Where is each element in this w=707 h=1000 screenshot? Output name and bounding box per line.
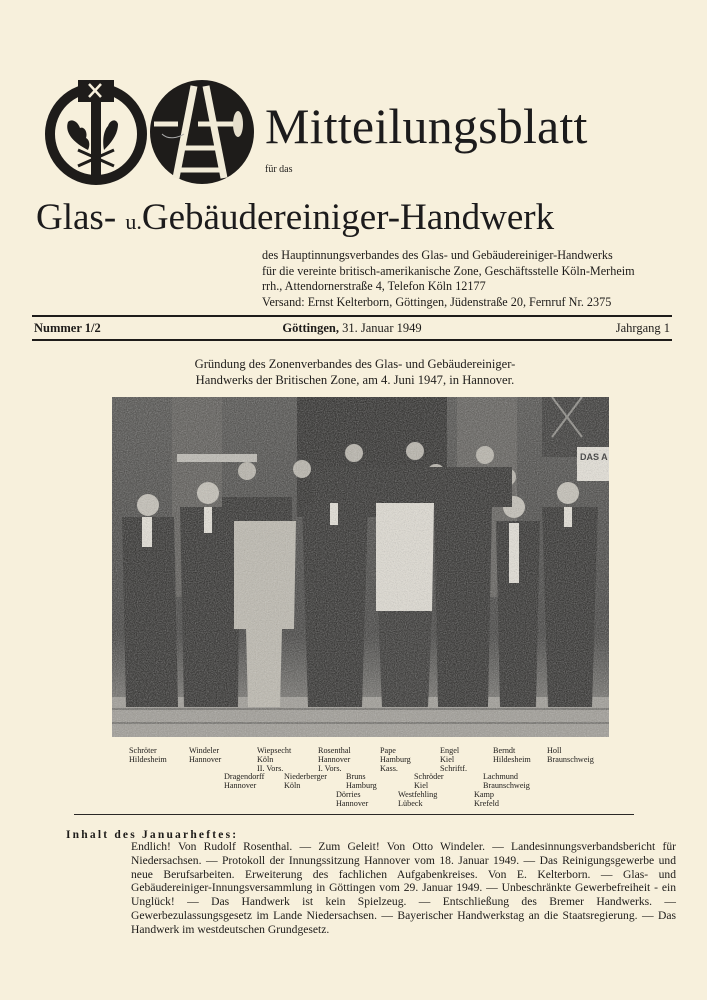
publication-date: 31. Januar 1949 <box>342 321 422 335</box>
publisher-line: des Hauptinnungsverbandes des Glas- und Gebäudereiniger-Handwerks <box>262 248 613 262</box>
photo-caption: Pape Hamburg Kass. <box>380 746 411 774</box>
photo-heading-line: Handwerks der Britischen Zone, am 4. Juni 1947, in Hannover. <box>195 373 515 387</box>
header-rule-bottom <box>32 339 672 341</box>
photo-caption: Rosenthal Hannover I. Vors. <box>318 746 351 774</box>
issue-meta-row <box>34 319 670 337</box>
photo-caption: Holl Braunschweig <box>547 746 594 765</box>
hammer-oak-emblem-icon <box>42 78 150 186</box>
photo-caption: Wiepsecht Köln II. Vors. <box>257 746 292 774</box>
place-date <box>34 319 670 337</box>
photo-heading-line: Gründung des Zonenverbandes des Glas- und Gebäudereiniger- <box>194 357 516 371</box>
contents-heading: Inhalt des Januarheftes: <box>66 829 239 841</box>
contents-divider <box>74 814 634 815</box>
subtitle-part-glas: Glas- <box>36 197 117 238</box>
publisher-info <box>262 248 680 310</box>
masthead-subtitle-prefix: für das <box>265 164 293 175</box>
publication-place: Göttingen, <box>282 321 339 335</box>
photo-caption: Schröter Hildesheim <box>129 746 167 765</box>
masthead-subtitle <box>36 196 554 244</box>
photo-caption: Windeler Hannover <box>189 746 222 765</box>
photo-caption: Lachmund Braunschweig <box>483 772 530 791</box>
issue-number: Nummer 1/2 <box>34 321 101 335</box>
photo-caption: Engel Kiel Schriftf. <box>440 746 468 774</box>
publisher-line: Versand: Ernst Kelterborn, Göttingen, Jüdenstraße 20, Fernruf Nr. 2375 <box>262 294 612 309</box>
publisher-line: für die vereinte britisch-amerikanische Zone, Geschäftsstelle Köln-Merheim <box>262 263 635 278</box>
masthead-title: Mitteilungsblatt <box>265 98 588 154</box>
group-photo <box>112 397 609 737</box>
photo-caption: Kamp Krefeld <box>474 790 500 809</box>
header-rule-top <box>32 315 672 317</box>
subtitle-conjunction: u. <box>125 209 142 234</box>
volume-number: Jahrgang 1 <box>615 321 670 335</box>
photo-caption: Schröder Kiel <box>414 772 444 791</box>
photo-caption: Westfehling Lübeck <box>398 790 438 809</box>
publisher-line: rrh., Attendornerstraße 4, Telefon Köln 12177 <box>262 279 486 293</box>
ladder-squeegee-emblem-icon <box>148 78 256 186</box>
subtitle-part-gebaeude: Gebäudereiniger-Handwerk <box>141 197 555 238</box>
photo-heading <box>140 356 570 388</box>
photo-caption: Dragendorff Hannover <box>224 772 265 791</box>
photo-caption: Niederberger Köln <box>284 772 328 791</box>
photo-caption: Berndt Hildesheim <box>493 746 531 765</box>
photo-caption: Dörries Hannover <box>336 790 369 809</box>
contents-body: Endlich! Von Rudolf Rosenthal. — Zum Geleit! Von Otto Windeler. — Landesinnungsverbandsbericht für Niedersachsen. — Protokoll der Innungssitzung Hannover vom 18. Januar 1949. — Das Reinigungsgewerbe und neue Berufsarbeiten. Erweiterung des fachlichen Aufgabenkreises. Von E. Kelterborn. — Glas- und Gebäudereiniger-Innungsversammlung in Göttingen vom 29. Januar 1949. — Unbeschränkte Gewerbefreiheit - ein Unglück! — Das Handwerk ist kein Spielzeug. — Entschließung des Bremer Handwerks. — Gewerbezulassungsgesetz im Lande Niedersachsen. — Bayerischer Handwerkstag an die Staatsregierung. — Das Handwerk im westdeutschen Grundgesetz. <box>131 840 676 936</box>
photo-caption: Bruns Hamburg <box>346 772 377 791</box>
